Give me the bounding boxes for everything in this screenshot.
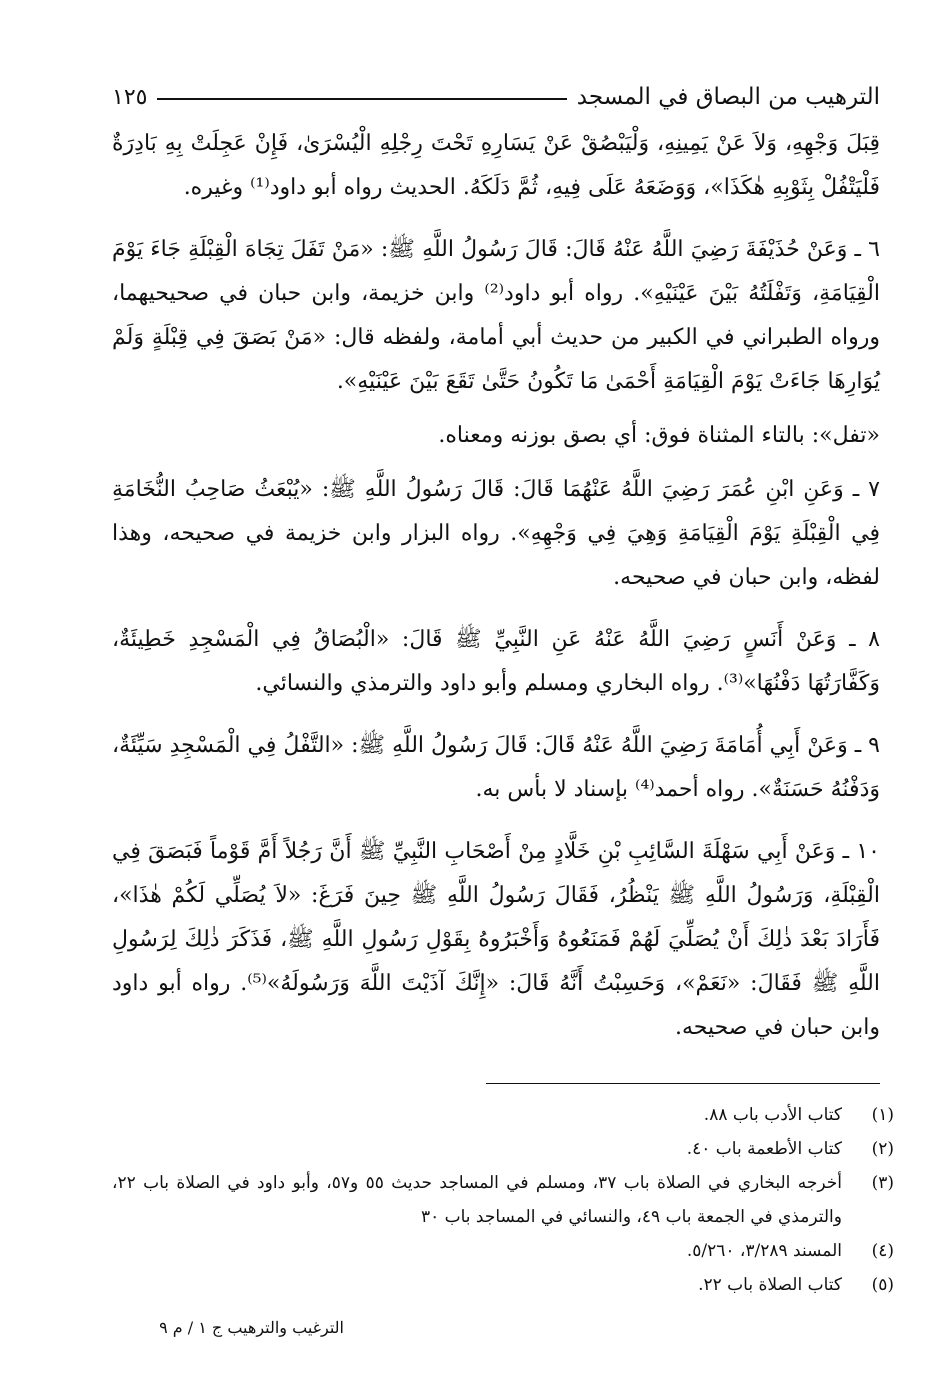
footnote-separator bbox=[486, 1083, 880, 1084]
footnote-mark: (٢) bbox=[871, 1139, 894, 1159]
hadith-9: ٩ ـ وَعَنْ أَبِي أُمَامَةَ رَضِيَ اللَّهُ عَنْهُ قَالَ: قَالَ رَسُولُ اللَّهِ ﷺ: «التَّفْلُ فِي الْمَسْجِدِ سَيِّئَةٌ، وَدَفْنُهُ حَسَنَةٌ». رواه أحمد⁽⁴⁾ بإسناد لا بأس به. bbox=[112, 733, 880, 802]
footnote-item bbox=[112, 1132, 894, 1166]
page-header bbox=[112, 70, 880, 110]
header-rule bbox=[157, 98, 566, 100]
footnote-text: أخرجه البخاري في الصلاة باب ٣٧، ومسلم في المساجد حديث ٥٥ و٥٧، وأبو داود في الصلاة باب ٢٢، والترمذي في الجمعة باب ٤٩، والنسائي في المساجد باب ٣٠ bbox=[112, 1173, 842, 1227]
footnote-mark: (٤) bbox=[871, 1241, 894, 1261]
footnote-text: كتاب الأطعمة باب ٤٠. bbox=[686, 1139, 842, 1159]
footnote-item bbox=[112, 1234, 894, 1268]
gloss-tafal: «تفل»: بالتاء المثناة فوق: أي بصق بوزنه ومعناه. bbox=[438, 423, 880, 448]
footnote-item bbox=[112, 1166, 894, 1234]
footnote-text: المسند ٣/٢٨٩، ٥/٢٦٠. bbox=[686, 1241, 842, 1261]
footnote-item bbox=[112, 1098, 894, 1132]
hadith-8: ٨ ـ وَعَنْ أَنَسٍ رَضِيَ اللَّهُ عَنْهُ عَنِ النَّبِيِّ ﷺ قَالَ: «الْبُصَاقُ فِي الْمَسْجِدِ خَطِيئَةٌ، وَكَفَّارَتُهَا دَفْنُهَا»⁽³⁾. رواه البخاري ومسلم وأبو داود والترمذي والنسائي. bbox=[112, 627, 880, 696]
main-text bbox=[112, 122, 880, 1068]
page-number: ١٢٥ bbox=[112, 85, 148, 110]
hadith-7: ٧ ـ وَعَنِ ابْنِ عُمَرَ رَضِيَ اللَّهُ عَنْهُمَا قَالَ: قَالَ رَسُولُ اللَّهِ ﷺ: «يُبْعَثُ صَاحِبُ النُّخَامَةِ فِي الْقِبْلَةِ يَوْمَ الْقِيَامَةِ وَهِيَ فِي وَجْهِهِ». رواه البزار وابن خزيمة في صحيحه، وهذا لفظه، وابن حبان في صحيحه. bbox=[112, 477, 880, 590]
footnote-mark: (١) bbox=[871, 1105, 894, 1125]
footnote-text: كتاب الأدب باب ٨٨. bbox=[703, 1105, 842, 1125]
signature-line: الترغيب والترهيب ج ١ / م ٩ bbox=[159, 1318, 344, 1337]
footnote-item bbox=[112, 1268, 894, 1302]
running-title: الترهيب من البصاق في المسجد bbox=[576, 84, 880, 110]
hadith-6: ٦ ـ وَعَنْ حُذَيْفَةَ رَضِيَ اللَّهُ عَنْهُ قَالَ: قَالَ رَسُولُ اللَّهِ ﷺ: «مَنْ تَفَلَ تِجَاهَ الْقِبْلَةِ جَاءَ يَوْمَ الْقِيَامَةِ، وَتَفْلَتُهُ بَيْنَ عَيْنَيْهِ». رواه أبو داود⁽²⁾ وابن خزيمة، وابن حبان في صحيحيهما، ورواه الطبراني في الكبير من حديث أبي أمامة، ولفظه قال: «مَنْ بَصَقَ فِي قِبْلَةٍ وَلَمْ يُوَارِهَا جَاءَتْ يَوْمَ الْقِيَامَةِ أَحْمَىٰ مَا تَكُونُ حَتَّىٰ تَقَعَ بَيْنَ عَيْنَيْهِ». bbox=[112, 237, 880, 394]
footnote-text: كتاب الصلاة باب ٢٢. bbox=[698, 1275, 842, 1295]
paragraph-continuation: قِبَلَ وَجْهِهِ، وَلاَ عَنْ يَمِينِهِ، وَلْيَبْصُقْ عَنْ يَسَارِهِ تَحْتَ رِجْلِهِ الْيُسْرَىٰ، فَإِنْ عَجِلَتْ بِهِ بَادِرَةٌ فَلْيَتْفُلْ بِثَوْبِهِ هٰكَذَا»، وَوَضَعَهُ عَلَى فِيهِ، ثُمَّ دَلَكَهُ. الحديث رواه أبو داود⁽¹⁾ وغيره. bbox=[112, 131, 880, 200]
footnote-mark: (٣) bbox=[871, 1173, 894, 1193]
footnote-mark: (٥) bbox=[871, 1275, 894, 1295]
hadith-10: ١٠ ـ وَعَنْ أَبِي سَهْلَةَ السَّائِبِ بْنِ خَلَّادٍ مِنْ أَصْحَابِ النَّبِيِّ ﷺ أَنَّ رَجُلاً أَمَّ قَوْماً فَبَصَقَ فِي الْقِبْلَةِ، وَرَسُولُ اللَّهِ ﷺ يَنْظُرُ، فَقَالَ رَسُولُ اللَّهِ ﷺ حِينَ فَرَغَ: «لاَ يُصَلِّي لَكُمْ هٰذَا»، فَأَرَادَ بَعْدَ ذٰلِكَ أَنْ يُصَلِّيَ لَهُمْ فَمَنَعُوهُ وَأَخْبَرُوهُ بِقَوْلِ رَسُولِ اللَّهِ ﷺ، فَذَكَرَ ذٰلِكَ لِرَسُولِ اللَّهِ ﷺ فَقَالَ: «نَعَمْ»، وَحَسِبْتُ أَنَّهُ قَالَ: «إِنَّكَ آذَيْتَ اللَّهَ وَرَسُولَهُ»⁽⁵⁾. رواه أبو داود وابن حبان في صحيحه. bbox=[112, 839, 880, 1040]
footnotes bbox=[112, 1098, 894, 1302]
